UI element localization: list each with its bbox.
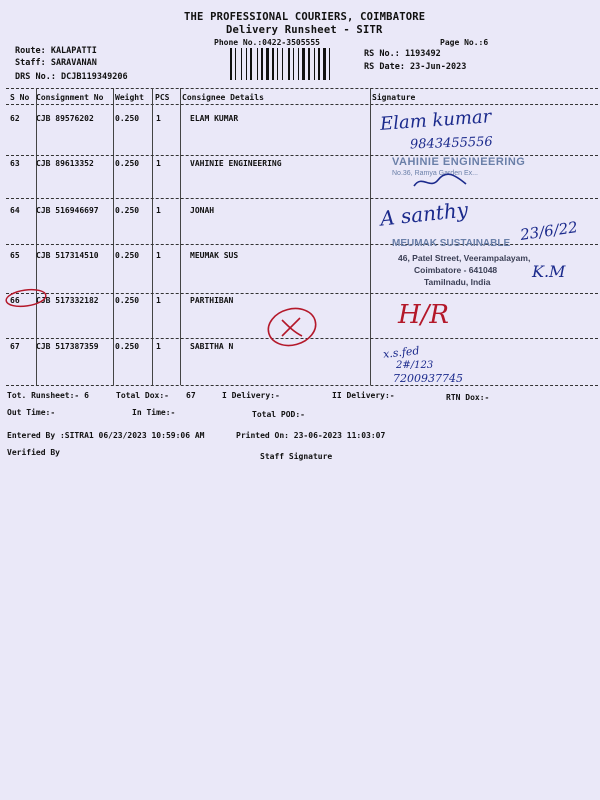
row-consignee: VAHINIE ENGINEERING — [190, 159, 282, 168]
signature-number-62: 9843455556 — [409, 134, 493, 153]
total-dox-value: 67 — [186, 391, 196, 400]
signature-row-67-line1: x.s.fed — [382, 344, 421, 361]
barcode-bar — [284, 48, 287, 80]
row-pcs: 1 — [156, 296, 161, 305]
rs-number: RS No.: 1193492 — [364, 49, 441, 59]
row-consignment: CJB 89576202 — [36, 114, 94, 123]
row-weight: 0.250 — [115, 342, 140, 351]
i-delivery: I Delivery:- — [222, 391, 280, 400]
barcode-bar — [272, 48, 274, 80]
col-header-pcs: PCS — [155, 93, 170, 102]
row-sno: 65 — [10, 251, 20, 260]
row-consignment: CJB 89613352 — [36, 159, 94, 168]
barcode-bar — [327, 48, 328, 80]
barcode-bar — [261, 48, 263, 80]
total-runsheet: Tot. Runsheet:- 6 — [7, 391, 89, 400]
barcode-bar — [257, 48, 258, 80]
table-header-rule — [6, 104, 598, 105]
col-header-sno: S No — [10, 93, 30, 102]
signature-row-64: A santhy — [378, 197, 470, 231]
row-weight: 0.250 — [115, 114, 140, 123]
red-circle-sno — [2, 287, 50, 309]
in-time: In Time:- — [132, 408, 176, 417]
row-consignment: CJB 516946697 — [36, 206, 99, 215]
stamp-address-65-line2: Coimbatore - 641048 — [414, 265, 498, 275]
row-consignee: PARTHIBAN — [190, 296, 234, 305]
col-header-consignment: Consignment No — [36, 93, 104, 102]
row-consignment: CJB 517332182 — [36, 296, 99, 305]
signature-row-67-line2: 2#/123 — [396, 360, 434, 371]
row-rule — [6, 198, 598, 199]
barcode-bar — [233, 48, 234, 80]
barcode-bar — [259, 48, 260, 80]
printed-on: Printed On: 23-06-2023 11:03:07 — [236, 431, 386, 440]
row-sno: 62 — [10, 114, 20, 123]
table-top-rule — [6, 88, 598, 89]
stamp-address-65-line1: 46, Patel Street, Veerampalayam, — [398, 253, 531, 263]
barcode-bar — [253, 48, 256, 80]
row-consignee: JONAH — [190, 206, 215, 215]
stamp-row-63: VAHINIE ENGINEERING — [392, 156, 526, 168]
barcode-bar — [331, 48, 333, 80]
red-crossed-circle — [262, 302, 322, 352]
row-sno: 63 — [10, 159, 20, 168]
signature-row-65: K.M — [532, 262, 566, 281]
barcode-bar — [243, 48, 245, 80]
barcode-bar — [246, 48, 247, 80]
ii-delivery: II Delivery:- — [332, 391, 395, 400]
barcode-bar — [308, 48, 310, 80]
barcode-bar — [250, 48, 252, 80]
barcode-bar — [275, 48, 276, 80]
col-header-consignee: Consignee Details — [182, 93, 264, 102]
row-pcs: 1 — [156, 114, 161, 123]
row-consignee: ELAM KUMAR — [190, 114, 239, 123]
row-consignment: CJB 517314510 — [36, 251, 99, 260]
document-title: Delivery Runsheet - SITR — [226, 24, 383, 36]
barcode-bar — [248, 48, 249, 80]
row-consignment: CJB 517387359 — [36, 342, 99, 351]
row-consignee: SABITHA N — [190, 342, 234, 351]
barcode-bar — [295, 48, 297, 80]
table-bottom-rule — [6, 385, 598, 386]
row-weight: 0.250 — [115, 251, 140, 260]
barcode — [230, 48, 352, 80]
barcode-bar — [323, 48, 326, 80]
signature-date-64: 23/6/22 — [519, 218, 579, 244]
total-dox-label: Total Dox:- — [116, 391, 169, 400]
barcode-bar — [266, 48, 269, 80]
barcode-bar — [300, 48, 301, 80]
barcode-bar — [298, 48, 299, 80]
entered-by: Entered By :SITRA1 06/23/2023 10:59:06 AM — [7, 431, 205, 440]
barcode-bar — [314, 48, 315, 80]
barcode-bar — [293, 48, 294, 80]
row-pcs: 1 — [156, 251, 161, 260]
company-name: THE PROFESSIONAL COURIERS, COIMBATORE — [184, 11, 426, 23]
stamp-row-65: MEUMAK SUSTAINABLE — [392, 238, 511, 249]
phone-number: Phone No.:0422-3505555 — [214, 38, 320, 47]
row-sno: 67 — [10, 342, 20, 351]
row-weight: 0.250 — [115, 296, 140, 305]
col-divider — [180, 88, 181, 385]
barcode-bar — [288, 48, 290, 80]
row-consignee: MEUMAK SUS — [190, 251, 239, 260]
col-divider — [370, 88, 371, 385]
row-pcs: 1 — [156, 342, 161, 351]
barcode-bar — [329, 48, 330, 80]
col-divider — [113, 88, 114, 385]
barcode-bar — [306, 48, 307, 80]
row-weight: 0.250 — [115, 159, 140, 168]
stamp-address-63: No.36, Ramya Garden Ex... — [392, 170, 478, 177]
staff-signature: Staff Signature — [260, 452, 333, 461]
barcode-bar — [321, 48, 322, 80]
drs-number: DRS No.: DCJB119349206 — [15, 72, 128, 82]
barcode-bar — [277, 48, 278, 80]
row-rule — [6, 293, 598, 294]
out-time: Out Time:- — [7, 408, 56, 417]
barcode-bar — [235, 48, 236, 80]
row-sno: 66 — [10, 296, 20, 305]
barcode-bar — [316, 48, 317, 80]
row-weight: 0.250 — [115, 206, 140, 215]
verified-by: Verified By — [7, 448, 60, 457]
barcode-bar — [270, 48, 271, 80]
barcode-bar — [311, 48, 313, 80]
barcode-bar — [282, 48, 283, 80]
col-header-signature: Signature — [372, 93, 416, 102]
barcode-bar — [291, 48, 292, 80]
barcode-bar — [302, 48, 305, 80]
staff-label: Staff: SARAVANAN — [15, 58, 97, 68]
row-pcs: 1 — [156, 159, 161, 168]
red-mark-row-66: H/R — [398, 300, 450, 330]
rtn-dox: RTN Dox:- — [446, 393, 490, 402]
col-divider — [36, 88, 37, 385]
stamp-address-65-line3: Tamilnadu, India — [424, 277, 491, 287]
barcode-bar — [264, 48, 265, 80]
rs-date: RS Date: 23-Jun-2023 — [364, 62, 467, 72]
signature-row-62: Elam kumar — [379, 106, 492, 135]
barcode-bar — [241, 48, 242, 80]
signature-row-67-line3: 7200937745 — [393, 372, 463, 385]
col-header-weight: Weight — [115, 93, 144, 102]
route-label: Route: KALAPATTI — [15, 46, 97, 56]
row-sno: 64 — [10, 206, 20, 215]
barcode-bar — [318, 48, 320, 80]
barcode-bar — [279, 48, 281, 80]
page-number: Page No.:6 — [440, 38, 489, 47]
barcode-bar — [230, 48, 232, 80]
row-pcs: 1 — [156, 206, 161, 215]
total-pod: Total POD:- — [252, 410, 305, 419]
col-divider — [152, 88, 153, 385]
scribble-row-63 — [410, 170, 470, 192]
barcode-bar — [237, 48, 240, 80]
